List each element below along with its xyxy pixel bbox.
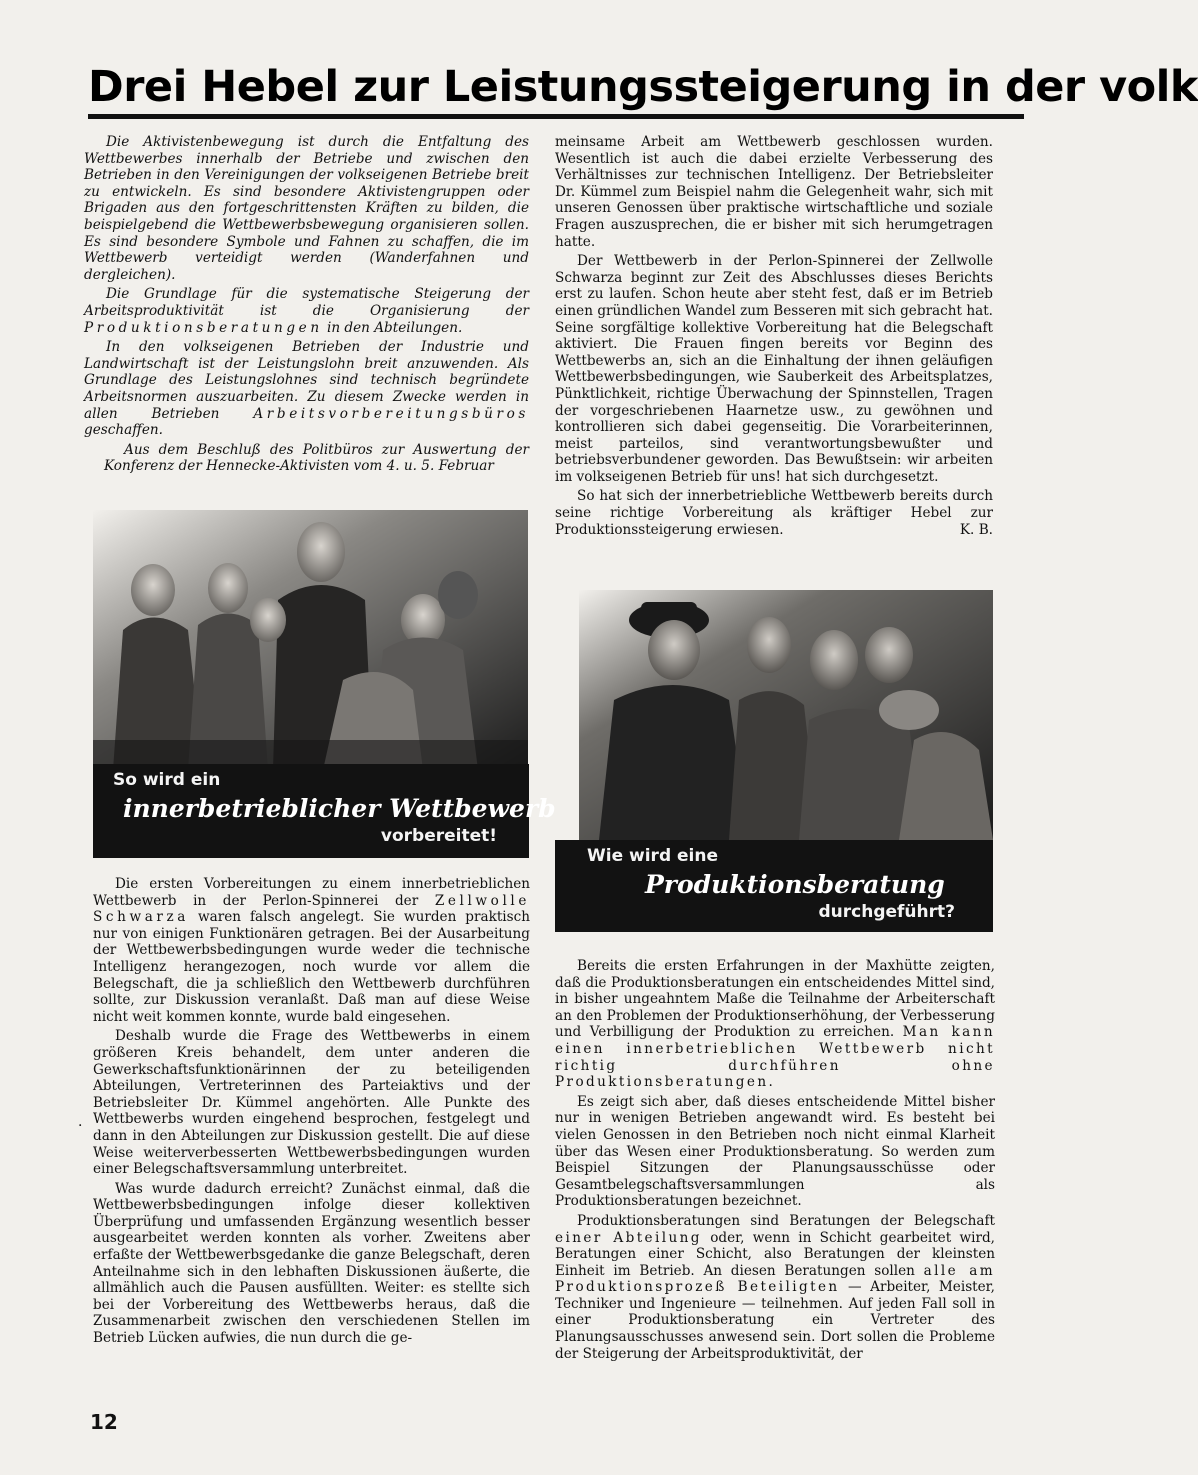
headline-rule xyxy=(88,114,1024,119)
right-bottom-p3-text-c: — Arbeiter, Meister, Techniker und Ingenieure — teilnehmen. Auf jeden Fall soll in einer Produktionsberatung ein Vertreter des Planungsausschusses anwesend sein. Dort sollen die Probleme der Steigerung der Arbeitsproduktivität, der xyxy=(555,1279,995,1362)
right-top-paragraph-3 xyxy=(555,488,993,538)
margin-mark: · xyxy=(78,1118,83,1134)
caption-left-line2: innerbetrieblicher Wettbewerb xyxy=(123,794,556,823)
right-bottom-paragraph-2: Es zeigt sich aber, daß dieses entscheidende Mittel bisher nur in wenigen Betrieben angewandt wird. Es besteht bei vielen Genossen in den Betrieben noch nicht einmal Klarheit über das Wesen einer Produktionsberatung. So werden zum Beispiel Sitzungen der Planungsausschüsse oder Gesamtbelegschaftsversammlungen als Produktionsberatungen bezeichnet. xyxy=(555,1093,995,1210)
intro-p2-spaced: Produktionsberatungen xyxy=(84,319,323,336)
left-bottom-p1-text-a: Die ersten Vorbereitungen zu einem innerbetrieblichen Wettbewerb in der Perlon-Spinnerei der xyxy=(93,876,530,909)
intro-p3-spaced: Arbeitsvorbereitungsbüros xyxy=(253,405,529,422)
right-bottom-paragraph-1 xyxy=(555,958,995,1091)
photo-men-discussion-image xyxy=(579,590,993,840)
caption-right-line1: Wie wird eine xyxy=(587,846,719,866)
caption-left-line1: So wird ein xyxy=(113,770,221,790)
photo-men-discussion xyxy=(579,590,993,840)
left-bottom-p1-spaced: Zellwolle Schwarza xyxy=(93,892,530,926)
right-bottom-column xyxy=(555,958,995,1365)
intro-p3-text-b: geschaffen. xyxy=(84,422,163,439)
right-bottom-paragraph-3 xyxy=(555,1213,995,1362)
intro-paragraph-1: Die Aktivistenbewegung ist durch die Entfaltung des Wettbewerbes innerhalb der Betriebe und zwischen den Betrieben in den Vereinigungen der volkseigenen Betriebe breit zu entwickeln. Es sind besondere Aktivistengruppen oder Brigaden aus den fortgeschrittensten Kräften zu bilden, die beispielgebend die Wettbewerbsbewegung organisieren sollen. Es sind besondere Symbole und Fahnen zu schaffen, die im Wettbewerb verteidigt werden (Wanderfahnen und dergleichen). xyxy=(84,134,529,283)
left-bottom-p1-text-b: waren falsch angelegt. Sie wurden praktisch nur von einigen Funktionären getragen. Bei der Ausarbeitung der Wettbewerbsbedingungen wurde weder die technische Intelligenz herangezogen, noch wurde vor allem die Belegschaft, die ja schließlich den Wettbewerb durchführen sollte, zur Diskussion veranlaßt. Daß man auf diese Weise nicht weit kommen konnte, wurde bald eingesehen. xyxy=(93,909,530,1025)
intro-paragraph-3 xyxy=(84,339,529,439)
intro-paragraph-2 xyxy=(84,286,529,336)
right-top-paragraph-1: meinsame Arbeit am Wettbewerb geschlossen wurden. Wesentlich ist auch die dabei erzielte Verbesserung des Verhältnisses zur technischen Intelligenz. Der Betriebsleiter Dr. Kümmel zum Beispiel nahm die Gelegenheit wahr, sich mit unseren Genossen über praktische wirtschaftliche und soziale Fragen auszusprechen, die er bisher mit sich herumgetragen hatte. xyxy=(555,134,993,250)
left-bottom-column xyxy=(93,876,530,1350)
intro-p3-text-a: In den volkseigenen Betrieben der Industrie und Landwirtschaft ist der Leistungslohn breit anzuwenden. Als Grundlage des Leistungslohnes sind technisch begründete Arbeitsnormen auszuarbeiten. Zu diesem Zwecke werden in allen Betrieben xyxy=(84,339,529,422)
caption-right-line3: durchgeführt? xyxy=(818,902,955,922)
signature: K. B. xyxy=(959,521,993,538)
caption-left-line3: vorbereitet! xyxy=(380,826,497,846)
right-bottom-p3-text-a: Produktionsberatungen sind Beratungen der Belegschaft xyxy=(577,1212,995,1229)
intro-resolution-quote xyxy=(84,134,529,478)
left-bottom-paragraph-1 xyxy=(93,876,530,1025)
right-bottom-p3-spaced-2: alle am Produktionsprozeß Beteiligten xyxy=(555,1262,995,1296)
headline: Drei Hebel zur Leistungssteigerung in der volk xyxy=(88,62,1198,112)
right-top-p3-text: So hat sich der innerbetriebliche Wettbewerb bereits durch seine richtige Vorbereitung als kräftiger Hebel zur Produktionssteigerung erwiesen. xyxy=(555,488,993,538)
photo-women-meeting-image xyxy=(93,510,528,770)
intro-p2-text-b: in den Abteilungen. xyxy=(322,319,463,336)
caption-right-line2: Produktionsberatung xyxy=(645,870,945,899)
caption-box-left xyxy=(93,764,556,858)
left-bottom-paragraph-2: Deshalb wurde die Frage des Wettbewerbs in einem größeren Kreis behandelt, dem unter anderen die Gewerkschaftsfunktionärinnen der zu beteiligenden Abteilungen, Vertreterinnen des Parteiaktivs und der Betriebsleiter Dr. Kümmel angehörten. Alle Punkte des Wettbewerbs wurden eingehend besprochen, festgelegt und dann in den Abteilungen zur Diskussion gestellt. Die auf diese Weise weiterverbesserten Wettbewerbsbedingungen wurden einer Belegschaftsversammlung unterbreitet. xyxy=(93,1028,530,1178)
caption-box-right xyxy=(555,840,993,932)
right-bottom-p1-spaced: Man kann einen innerbetrieblichen Wettbewerb nicht richtig durchführen ohne Produktionsberatungen. xyxy=(555,1024,995,1091)
right-top-paragraph-2: Der Wettbewerb in der Perlon-Spinnerei der Zellwolle Schwarza beginnt zur Zeit des Abschlusses dieses Berichts erst zu laufen. Schon heute aber steht fest, daß er im Betrieb einen gründlichen Wandel zum Besseren mit sich gebracht hat. Seine sorgfältige kollektive Vorbereitung hat die Belegschaft aktiviert. Die Frauen fingen bereits vor Beginn des Wettbewerbs an, sich an die Einhaltung der ihnen geläufigen Wettbewerbsbedingungen, wie Sauberkeit des Arbeitsplatzes, Pünktlichkeit, richtige Überwachung der Spinnstellen, Tragen der vorgeschriebenen Haarnetze usw., zu gewöhnen und kontrollieren sich dabei gegenseitig. Die Vorarbeiterinnen, meist parteilos, sind verantwortungsbewußter und betriebsverbundener geworden. Das Bewußtsein: wir arbeiten im volkseigenen Betrieb für uns! hat sich durchgesetzt. xyxy=(555,253,993,485)
intro-p2-text-a: Die Grundlage für die systematische Steigerung der Arbeitsproduktivität ist die Organisierung der xyxy=(84,286,529,319)
left-bottom-paragraph-3: Was wurde dadurch erreicht? Zunächst einmal, daß die Wettbewerbsbedingungen infolge dieser kollektiven Überprüfung und umfassenden Ergänzung wesentlich besser ausgearbeitet werden konnten als vorher. Zweitens aber erfaßte der Wettbewerbsgedanke die ganze Belegschaft, deren Anteilnahme sich in den lebhaften Diskussionen äußerte, die allmählich auch die Pausen ausfüllten. Weiter: es stellte sich bei der Vorbereitung des Wettbewerbs heraus, daß die Zusammenarbeit zwischen den verschiedenen Stellen im Betrieb Lücken aufwies, die nun durch die ge- xyxy=(93,1180,530,1347)
photo-women-meeting xyxy=(93,510,528,770)
intro-source: Aus dem Beschluß des Politbüros zur Auswertung der Konferenz der Hennecke-Aktivisten vom 4. u. 5. Februar xyxy=(104,441,529,475)
right-top-column xyxy=(555,134,993,541)
right-bottom-p3-text-b: oder, wenn in Schicht gearbeitet wird, Beratungen einer Schicht, also Beratungen der kleinsten Einheit im Betrieb. An diesen Beratungen sollen xyxy=(555,1229,995,1279)
right-bottom-p1-text: Bereits die ersten Erfahrungen in der Maxhütte zeigten, daß die Produktionsberatungen ein entscheidendes Mittel sind, in bisher ungeahntem Maße die Teilnahme der Arbeiterschaft an den Problemen der Produktionserhöhung, der Verbesserung und Verbilligung der Produktion zu erreichen. xyxy=(555,958,995,1041)
page-number: 12 xyxy=(90,1410,118,1434)
right-bottom-p3-spaced-1: einer Abteilung xyxy=(555,1229,702,1246)
